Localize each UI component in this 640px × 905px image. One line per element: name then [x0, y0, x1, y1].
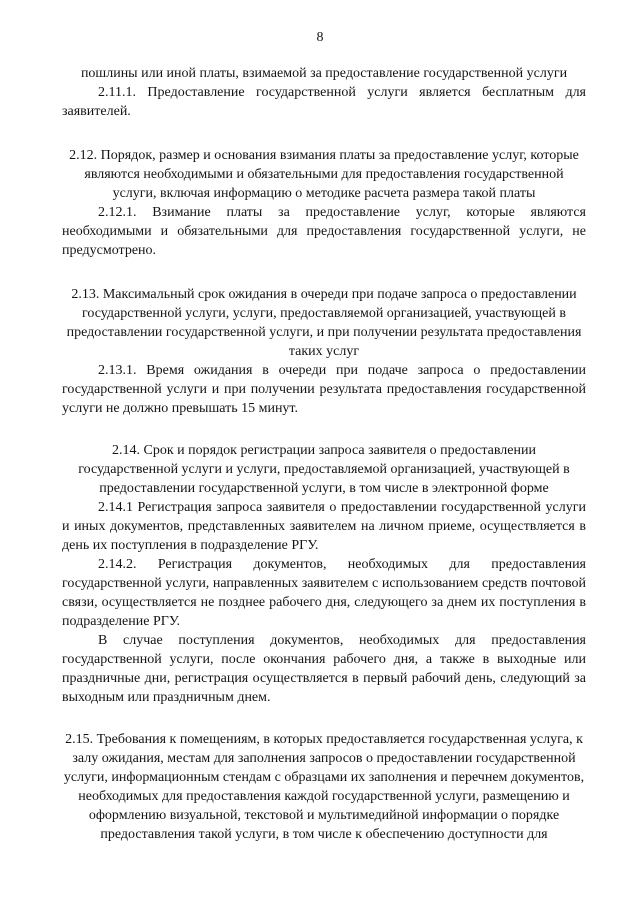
page-number: 8 [316, 30, 324, 45]
section-2-11-heading-continued: пошлины или иной платы, взимаемой за предоставление государственной услуги [80, 66, 568, 81]
section-2-14-heading: 2.14. Срок и порядок регистрации запроса заявителя о предоставлении государственной услуги и услуги, предоставляемой организацией, участвующей в предоставлении государственной услуги, в том числе в электронной форме [78, 443, 570, 496]
section-2-15-heading: 2.15. Требования к помещениям, в которых предоставляется государственная услуга, к залу ожидания, местам для заполнения запросов о предоставлении государственной услуги, информационным стендам с образцами их заполнения и перечнем документов, необходимых для предоставления каждой государственной услуги, размещению и оформлению визуальной, текстовой и мультимедийной информации о порядке предоставления такой услуги, в том числе к обеспечению доступности для [63, 732, 585, 842]
section-2-13-heading: 2.13. Максимальный срок ожидания в очереди при подаче запроса о предоставлении государственной услуги, услуги, предоставляемой организацией, участвующей в предоставлении государственной услуги, и при получении результата предоставления таких услуг [66, 287, 582, 359]
spacer [62, 260, 586, 285]
paragraph-2-13-1: 2.13.1. Время ожидания в очереди при подаче запроса о предоставлении государственной услуги и при получении результата предоставления государственной услуги не должно превышать 15 минут. [62, 363, 586, 416]
paragraph-2-14-3: В случае поступления документов, необходимых для предоставления государственной услуги, после окончания рабочего дня, а также в выходные или праздничные дни, регистрация осуществляется в первый рабочий день, следующий за выходным или праздничным днем. [62, 633, 586, 705]
paragraph-2-12-1: 2.12.1. Взимание платы за предоставление услуг, которые являются необходимыми и обязательными для предоставления государственной услуги, не предусмотрено. [62, 205, 586, 258]
paragraph-2-14-1: 2.14.1 Регистрация запроса заявителя о предоставлении государственной услуги и иных документов, представленных заявителем на личном приеме, осуществляется в день их поступления в подразделение РГУ. [62, 500, 586, 553]
document-body [62, 64, 586, 844]
spacer [62, 121, 586, 146]
spacer [62, 707, 586, 730]
paragraph-2-11-1: 2.11.1. Предоставление государственной услуги является бесплатным для заявителей. [62, 85, 586, 119]
spacer [62, 418, 586, 441]
paragraph-2-14-2: 2.14.2. Регистрация документов, необходимых для предоставления государственной услуги, направленных заявителем с использованием средств почтовой связи, осуществляется не позднее рабочего дня, следующего за днем их поступления в подразделение РГУ. [62, 557, 586, 629]
section-2-12-heading: 2.12. Порядок, размер и основания взимания платы за предоставление услуг, которые являются необходимыми и обязательными для предоставления государственной услуги, включая информацию о методике расчета размера такой платы [69, 148, 579, 201]
